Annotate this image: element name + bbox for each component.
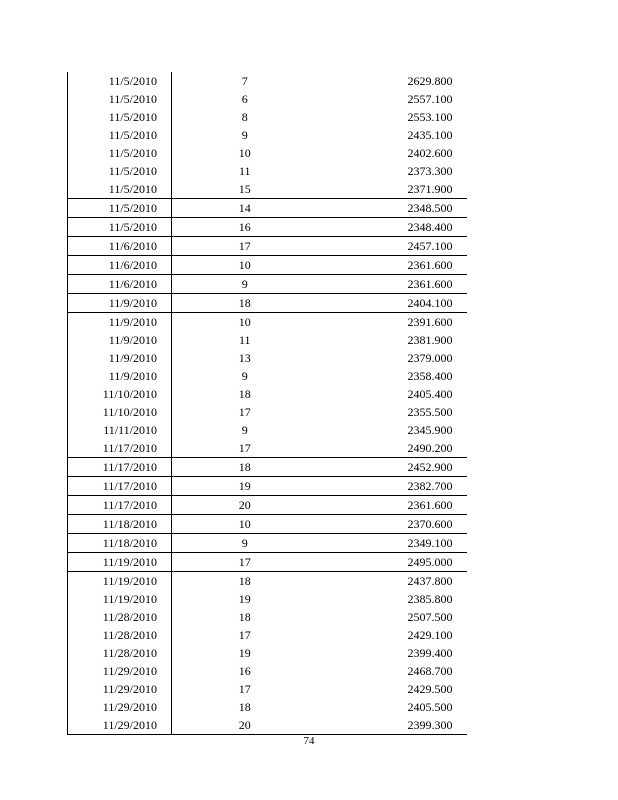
table-row bbox=[68, 626, 467, 644]
value-cell: 2379.000 bbox=[407, 351, 453, 365]
table-row bbox=[68, 367, 467, 385]
value-cell: 2429.100 bbox=[407, 628, 453, 642]
date-cell: 11/5/2010 bbox=[68, 126, 172, 144]
date-cell: 11/19/2010 bbox=[68, 590, 172, 608]
date-cell: 11/6/2010 bbox=[68, 237, 172, 256]
number-cell: 10 bbox=[172, 313, 282, 332]
date-cell: 11/6/2010 bbox=[68, 256, 172, 275]
date-cell: 11/18/2010 bbox=[68, 515, 172, 534]
table-row bbox=[68, 662, 467, 680]
date-cell: 11/17/2010 bbox=[68, 458, 172, 477]
value-cell: 2381.900 bbox=[407, 333, 453, 347]
number-cell: 17 bbox=[172, 553, 282, 572]
table-row bbox=[68, 199, 467, 218]
table-row bbox=[68, 572, 467, 591]
table-row bbox=[68, 458, 467, 477]
date-cell: 11/9/2010 bbox=[68, 313, 172, 332]
number-cell: 16 bbox=[172, 218, 282, 237]
value-cell: 2437.800 bbox=[282, 572, 467, 591]
value-cell: 2452.900 bbox=[282, 458, 467, 477]
number-cell: 17 bbox=[172, 237, 282, 256]
date-cell: 11/5/2010 bbox=[68, 72, 172, 90]
number-cell: 11 bbox=[238, 164, 251, 178]
value-cell: 2557.100 bbox=[407, 92, 453, 106]
value-cell: 2361.600 bbox=[282, 275, 467, 294]
number-cell: 9 bbox=[241, 423, 248, 437]
number-cell: 19 bbox=[172, 477, 282, 496]
table-row bbox=[68, 439, 467, 458]
number-cell: 18 bbox=[172, 458, 282, 477]
table-row bbox=[68, 644, 467, 662]
date-cell: 11/19/2010 bbox=[68, 553, 172, 572]
number-cell: 19 bbox=[238, 646, 251, 660]
number-cell: 9 bbox=[172, 534, 282, 553]
table-row bbox=[68, 144, 467, 162]
date-cell: 11/17/2010 bbox=[68, 496, 172, 515]
value-cell: 2553.100 bbox=[407, 110, 453, 124]
table-body bbox=[68, 72, 467, 735]
number-cell: 9 bbox=[241, 128, 248, 142]
date-cell: 11/5/2010 bbox=[68, 108, 172, 126]
table-row bbox=[68, 90, 467, 108]
date-cell: 11/9/2010 bbox=[68, 367, 172, 385]
table-row bbox=[68, 126, 467, 144]
value-cell: 2370.600 bbox=[282, 515, 467, 534]
value-cell: 2391.600 bbox=[282, 313, 467, 332]
number-cell: 11 bbox=[238, 333, 251, 347]
number-cell: 17 bbox=[238, 441, 251, 455]
number-cell: 18 bbox=[238, 700, 251, 714]
table-row bbox=[68, 716, 467, 735]
value-cell: 2405.500 bbox=[407, 700, 453, 714]
table-row bbox=[68, 608, 467, 626]
number-cell: 19 bbox=[238, 592, 251, 606]
value-cell: 2405.400 bbox=[407, 387, 453, 401]
number-cell: 17 bbox=[238, 628, 251, 642]
table-row bbox=[68, 553, 467, 572]
number-cell: 7 bbox=[241, 74, 248, 88]
number-cell: 10 bbox=[238, 146, 251, 160]
table-row bbox=[68, 477, 467, 496]
value-cell: 2402.600 bbox=[407, 146, 453, 160]
date-cell: 11/10/2010 bbox=[68, 403, 172, 421]
table-row bbox=[68, 313, 467, 332]
number-cell: 16 bbox=[238, 664, 251, 678]
table-row bbox=[68, 180, 467, 199]
value-cell: 2429.500 bbox=[407, 682, 453, 696]
value-cell: 2629.800 bbox=[407, 74, 453, 88]
date-cell: 11/29/2010 bbox=[68, 680, 172, 698]
value-cell: 2361.600 bbox=[282, 496, 467, 515]
value-cell: 2358.400 bbox=[407, 369, 453, 383]
number-cell: 9 bbox=[172, 275, 282, 294]
date-cell: 11/11/2010 bbox=[68, 421, 172, 439]
table-row bbox=[68, 515, 467, 534]
number-cell: 17 bbox=[238, 682, 251, 696]
number-cell: 17 bbox=[238, 405, 251, 419]
table-row bbox=[68, 294, 467, 313]
date-cell: 11/6/2010 bbox=[68, 275, 172, 294]
table-row bbox=[68, 680, 467, 698]
value-cell: 2355.500 bbox=[407, 405, 453, 419]
value-cell: 2507.500 bbox=[407, 610, 453, 624]
value-cell: 2457.100 bbox=[282, 237, 467, 256]
date-cell: 11/9/2010 bbox=[68, 331, 172, 349]
table-row bbox=[68, 256, 467, 275]
value-cell: 2495.000 bbox=[282, 553, 467, 572]
date-cell: 11/9/2010 bbox=[68, 294, 172, 313]
value-cell: 2404.100 bbox=[282, 294, 467, 313]
date-cell: 11/9/2010 bbox=[68, 349, 172, 367]
value-cell: 2361.600 bbox=[282, 256, 467, 275]
number-cell: 18 bbox=[238, 387, 251, 401]
value-cell: 2349.100 bbox=[282, 534, 467, 553]
date-cell: 11/17/2010 bbox=[68, 439, 172, 458]
number-cell: 10 bbox=[172, 515, 282, 534]
date-cell: 11/29/2010 bbox=[68, 698, 172, 716]
value-cell: 2373.300 bbox=[407, 164, 453, 178]
date-cell: 11/5/2010 bbox=[68, 90, 172, 108]
value-cell: 2348.500 bbox=[282, 199, 467, 218]
number-cell: 15 bbox=[238, 182, 251, 196]
value-cell: 2490.200 bbox=[407, 441, 453, 455]
table-row bbox=[68, 496, 467, 515]
data-table bbox=[67, 72, 467, 735]
date-cell: 11/28/2010 bbox=[68, 608, 172, 626]
number-cell: 13 bbox=[238, 351, 251, 365]
table-row bbox=[68, 534, 467, 553]
number-cell: 18 bbox=[172, 294, 282, 313]
page-number: 74 bbox=[303, 735, 315, 747]
date-cell: 11/5/2010 bbox=[68, 199, 172, 218]
date-cell: 11/29/2010 bbox=[68, 716, 172, 735]
date-cell: 11/28/2010 bbox=[68, 644, 172, 662]
number-cell: 18 bbox=[172, 572, 282, 591]
number-cell: 10 bbox=[172, 256, 282, 275]
number-cell: 9 bbox=[241, 369, 248, 383]
number-cell: 20 bbox=[172, 496, 282, 515]
date-cell: 11/17/2010 bbox=[68, 477, 172, 496]
table-row bbox=[68, 275, 467, 294]
date-cell: 11/18/2010 bbox=[68, 534, 172, 553]
table-row bbox=[68, 385, 467, 403]
value-cell: 2345.900 bbox=[407, 423, 453, 437]
date-cell: 11/19/2010 bbox=[68, 572, 172, 591]
table-row bbox=[68, 698, 467, 716]
table-row bbox=[68, 162, 467, 180]
value-cell: 2468.700 bbox=[407, 664, 453, 678]
table-row bbox=[68, 590, 467, 608]
date-cell: 11/5/2010 bbox=[68, 162, 172, 180]
number-cell: 6 bbox=[241, 92, 248, 106]
table-row bbox=[68, 218, 467, 237]
table-row bbox=[68, 421, 467, 439]
number-cell: 14 bbox=[172, 199, 282, 218]
table-row bbox=[68, 72, 467, 90]
date-cell: 11/5/2010 bbox=[68, 218, 172, 237]
value-cell: 2371.900 bbox=[407, 182, 453, 196]
date-cell: 11/5/2010 bbox=[68, 144, 172, 162]
value-cell: 2435.100 bbox=[407, 128, 453, 142]
table-row bbox=[68, 403, 467, 421]
value-cell: 2382.700 bbox=[282, 477, 467, 496]
date-cell: 11/10/2010 bbox=[68, 385, 172, 403]
number-cell: 20 bbox=[172, 716, 282, 735]
value-cell: 2385.800 bbox=[407, 592, 453, 606]
value-cell: 2399.300 bbox=[282, 716, 467, 735]
table-row bbox=[68, 108, 467, 126]
number-cell: 18 bbox=[238, 610, 251, 624]
date-cell: 11/28/2010 bbox=[68, 626, 172, 644]
table-row bbox=[68, 237, 467, 256]
value-cell: 2399.400 bbox=[407, 646, 453, 660]
date-cell: 11/5/2010 bbox=[68, 180, 172, 199]
table-row bbox=[68, 349, 467, 367]
number-cell: 8 bbox=[241, 110, 248, 124]
date-cell: 11/29/2010 bbox=[68, 662, 172, 680]
table-row bbox=[68, 331, 467, 349]
value-cell: 2348.400 bbox=[282, 218, 467, 237]
